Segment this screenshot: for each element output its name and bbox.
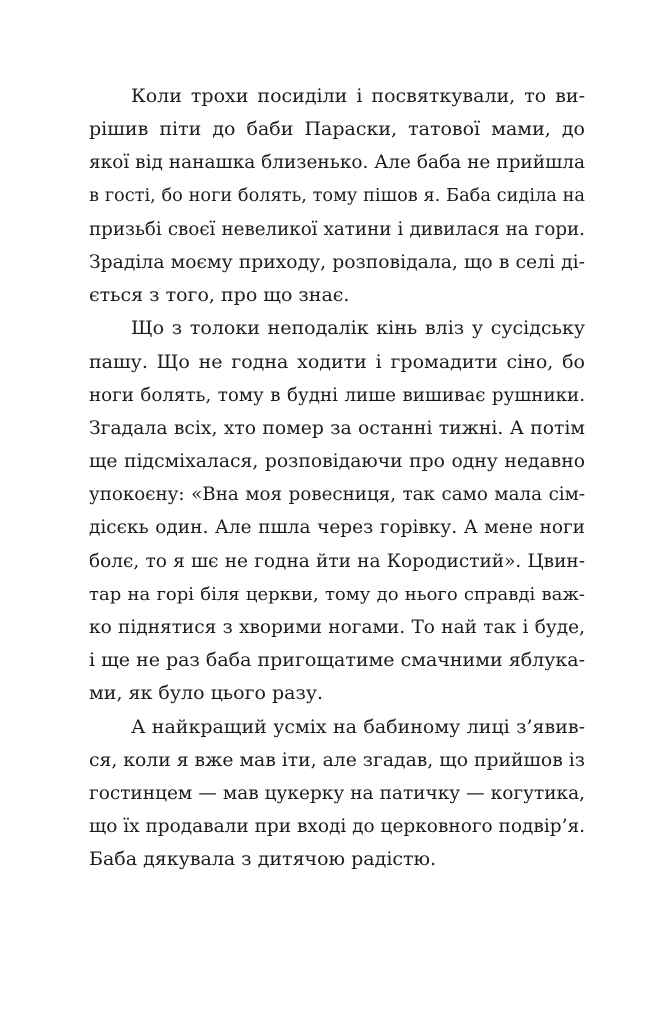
- text-line: ми, як було цього разу.: [89, 682, 324, 705]
- text-line: ся, коли я вже мав іти, але згадав, що прийшов із: [89, 749, 585, 771]
- text-line: гостинцем — мав цукерку на патичку — когутика,: [89, 782, 585, 804]
- text-line: тар на горі біля церкви, тому до нього справді важ-: [89, 583, 585, 605]
- text-line: Баба дякувала з дитячою радістю.: [89, 848, 437, 871]
- text-line: ще підсміхалася, розповідаючи про одну недавно: [89, 451, 585, 473]
- text-line: упокоєну: «Вна моя ровесниця, так само мала сім-: [89, 484, 585, 506]
- paragraph-3: [89, 711, 585, 877]
- text-line: і ще не раз баба пригощатиме смачними яблука-: [89, 649, 586, 672]
- text-line: А найкращий усміх на бабиному лиці з’явив-: [131, 715, 585, 738]
- text-line: пашу. Що не годна ходити і громадити сіно, бо: [89, 350, 585, 373]
- text-line: Коли трохи посиділи і посвяткували, то ви-: [131, 85, 585, 107]
- text-line: Зраділа моєму приходу, розповідала, що в селі ді-: [89, 251, 585, 273]
- text-line: дісєкь один. Але пшла через горівку. А мене ноги: [89, 517, 585, 539]
- text-line: ється з того, про що знає.: [89, 284, 350, 307]
- text-line: болє, то я шє не годна йти на Кородистий». Цвин-: [89, 550, 585, 572]
- paragraph-1: [89, 80, 585, 312]
- text-line: ноги болять, тому в будні лише вишиває рушники.: [89, 384, 585, 406]
- body-text: [89, 80, 585, 877]
- text-line: Згадала всіх, хто помер за останні тижні. А потім: [89, 417, 585, 439]
- paragraph-2: [89, 312, 585, 710]
- text-line: ко піднятися з хворими ногами. То най так і буде,: [89, 617, 585, 638]
- text-line: в гості, бо ноги болять, тому пішов я. Баба сиділа на: [89, 185, 585, 206]
- text-line: призьбі своєї невеликої хатини і дивилася на гори.: [89, 218, 585, 240]
- text-line: якої від нанашка близенько. Але баба не прийшла: [89, 152, 586, 174]
- text-line: Що з толоки неподалік кінь вліз у сусідську: [131, 317, 585, 340]
- text-line: рішив піти до баби Параски, татової мами, до: [89, 118, 585, 141]
- text-line: що їх продавали при вході до церковного подвір’я.: [89, 816, 586, 838]
